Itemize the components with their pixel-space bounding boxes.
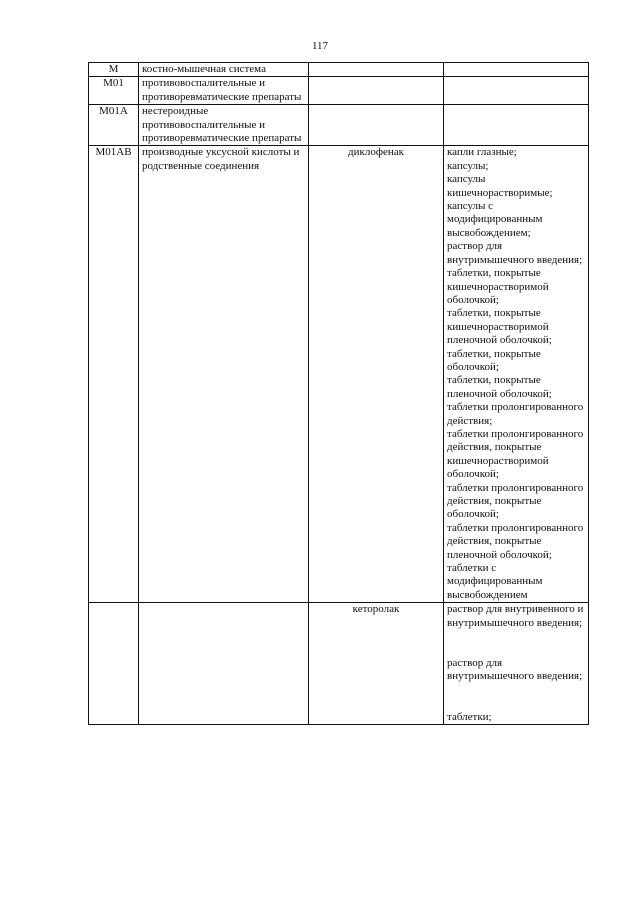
table-row — [89, 105, 589, 146]
atc-group-name: противовоспалительные и противоревматические препараты — [139, 77, 309, 105]
dosage-form: капсулы кишечнорастворимые; — [447, 173, 553, 199]
dosage-form: капли глазные; — [447, 146, 517, 159]
dosage-form: таблетки с модифицированным высвобождением — [447, 562, 543, 601]
atc-code: M — [89, 63, 139, 77]
dosage-form: раствор для внутримышечного введения; — [447, 657, 583, 683]
dosage-form: таблетки, покрытые кишечнорастворимой пленочной оболочкой; — [447, 307, 552, 347]
page-number: 117 — [311, 40, 329, 52]
atc-code — [89, 603, 139, 725]
dosage-forms — [444, 105, 589, 146]
drug-name: диклофенак — [309, 146, 444, 603]
dosage-forms — [444, 603, 589, 725]
dosage-form: раствор для внутривенного и внутримышечного введения; — [447, 603, 584, 629]
atc-group-name: производные уксусной кислоты и родственные соединения — [139, 146, 309, 603]
dosage-forms — [444, 63, 589, 77]
atc-code: M01 — [89, 77, 139, 105]
dosage-form: таблетки пролонгированного действия, покрытые пленочной оболочкой; — [447, 521, 584, 561]
dosage-form: таблетки, покрытые кишечнорастворимой оболочкой; — [447, 267, 549, 306]
dosage-form: капсулы; — [447, 159, 489, 172]
atc-group-name: костно-мышечная система — [139, 63, 309, 77]
dosage-form: таблетки, покрытые пленочной оболочкой; — [447, 374, 552, 400]
dosage-form: таблетки, покрытые оболочкой; — [447, 347, 541, 373]
drug-name — [309, 63, 444, 77]
dosage-form: таблетки пролонгированного действия, покрытые оболочкой; — [447, 481, 584, 521]
atc-group-name: нестероидные противовоспалительные и противоревматические препараты — [139, 105, 309, 146]
atc-group-name — [139, 603, 309, 725]
drug-name — [309, 77, 444, 105]
dosage-form: раствор для внутримышечного введения; — [447, 240, 583, 266]
drug-name — [309, 105, 444, 146]
dosage-form: таблетки пролонгированного действия; — [447, 401, 584, 427]
drug-name: кеторолак — [309, 603, 444, 725]
table-row — [89, 77, 589, 105]
table-row — [89, 146, 589, 603]
table-row — [89, 603, 589, 725]
dosage-form: таблетки; — [447, 710, 492, 723]
dosage-forms — [444, 77, 589, 105]
atc-code: M01A — [89, 105, 139, 146]
table-row — [89, 63, 589, 77]
atc-code: M01AB — [89, 146, 139, 603]
dosage-form: таблетки пролонгированного действия, покрытые кишечнорастворимой оболочкой; — [447, 427, 584, 481]
dosage-form: капсулы с модифицированным высвобождением; — [447, 200, 543, 239]
atc-classification-table — [88, 62, 589, 725]
dosage-forms — [444, 146, 589, 603]
